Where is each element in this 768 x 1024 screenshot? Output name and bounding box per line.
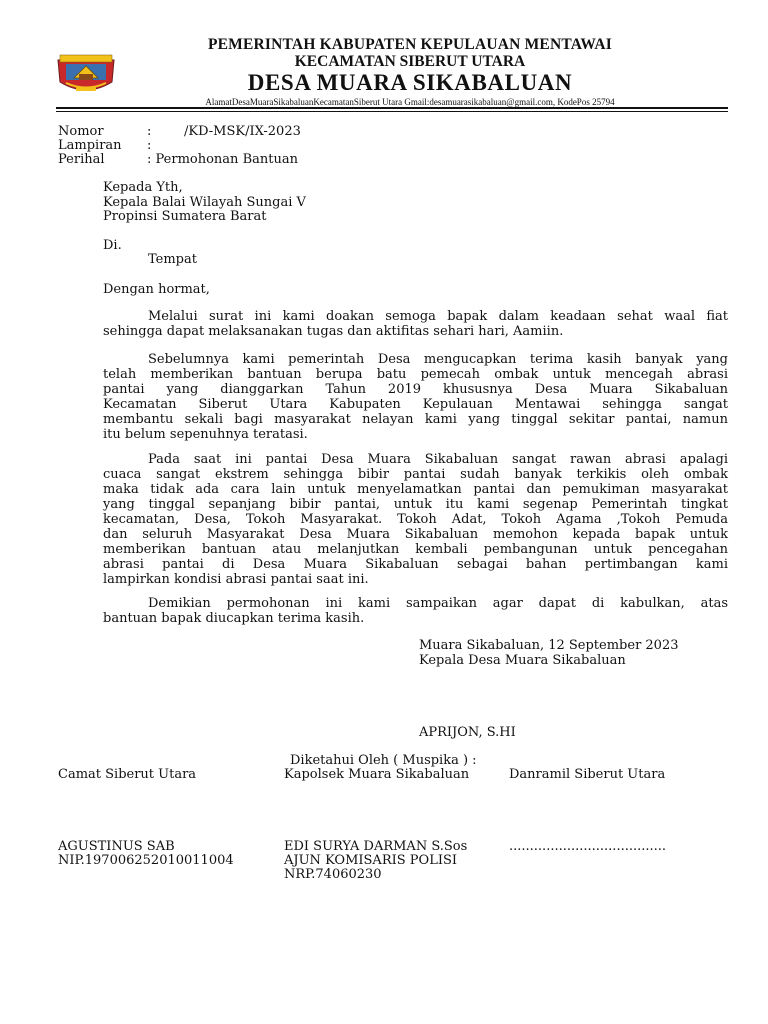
danramil-name-blank: ...................................... bbox=[509, 839, 667, 854]
paragraph-line: sehingga dapat melaksanakan tugas dan aktifitas sehari hari, Aamiin. bbox=[103, 324, 564, 339]
paragraph-line: Pada saat ini pantai Desa Muara Sikabaluan sangat rawan abrasi apalagi bbox=[148, 452, 728, 467]
kapolsek-title: Kapolsek Muara Sikabaluan bbox=[284, 767, 470, 782]
nomor-label: Nomor bbox=[58, 124, 104, 139]
kapolsek-nrp: NRP.74060230 bbox=[284, 867, 382, 882]
greeting: Dengan hormat, bbox=[103, 282, 210, 297]
letterhead-rule-thick bbox=[56, 107, 728, 109]
muspika-heading: Diketahui Oleh ( Muspika ) : bbox=[290, 753, 477, 768]
letterhead-district: KECAMATAN SIBERUT UTARA bbox=[294, 53, 526, 70]
paragraph-line: lampirkan kondisi abrasi pantai saat ini. bbox=[103, 572, 369, 587]
paragraph-line: dan seluruh Masyarakat Desa Muara Sikabaluan memohon kepada bapak untuk bbox=[103, 527, 728, 542]
nomor-value: /KD-MSK/IX-2023 bbox=[184, 124, 301, 139]
perihal-label: Perihal bbox=[58, 152, 105, 167]
camat-title: Camat Siberut Utara bbox=[58, 767, 197, 782]
recipient-office: Kepala Balai Wilayah Sungai V bbox=[103, 195, 306, 210]
recipient-province: Propinsi Sumatera Barat bbox=[103, 209, 267, 224]
letterhead-address: AlamatDesaMuaraSikabaluanKecamatanSiberut Utara Gmail:desamuarasikabaluan@gmail.com, KodePos 25794 bbox=[205, 97, 615, 107]
signature-position: Kepala Desa Muara Sikabaluan bbox=[419, 653, 626, 668]
paragraph-line: bantuan bapak diucapkan terima kasih. bbox=[103, 611, 365, 626]
danramil-title: Danramil Siberut Utara bbox=[509, 767, 666, 782]
paragraph-line: memberikan bantuan atau melanjutkan kembali pembangunan untuk pencegahan bbox=[103, 542, 728, 557]
paragraph-line: Melalui surat ini kami doakan semoga bapak dalam keadaan sehat waal fiat bbox=[148, 309, 728, 324]
camat-nip: NIP.197006252010011004 bbox=[58, 853, 234, 868]
recipient-di: Di. bbox=[103, 238, 122, 253]
paragraph-line: membantu sekali bagi masyarakat nelayan kami yang tinggal sekitar pantai, namun bbox=[103, 412, 728, 427]
paragraph-line: maka tidak ada cara lain untuk menyelamatkan pantai dan pemukiman masyarakat bbox=[103, 482, 728, 497]
paragraph-line: Sebelumnya kami pemerintah Desa mengucapkan terima kasih banyak yang bbox=[148, 352, 728, 367]
paragraph-line: pantai yang dianggarkan Tahun 2019 khususnya Desa Muara Sikabaluan bbox=[103, 382, 728, 397]
lampiran-label: Lampiran bbox=[58, 138, 122, 153]
paragraph-line: yang tinggal sepanjang bibir pantai, untuk itu kami segenap Pemerintah tingkat bbox=[103, 497, 728, 512]
regency-emblem-icon bbox=[54, 52, 118, 96]
paragraph-1 bbox=[103, 309, 728, 339]
paragraph-3 bbox=[103, 452, 728, 587]
paragraph-line: itu belum sepenuhnya teratasi. bbox=[103, 427, 308, 442]
lampiran-separator: : bbox=[147, 138, 152, 153]
letterhead-rule-thin bbox=[56, 111, 728, 112]
paragraph-4 bbox=[103, 596, 728, 626]
nomor-separator: : bbox=[147, 124, 152, 139]
paragraph-line: abrasi pantai di Desa Muara Sikabaluan sebagai bahan pertimbangan kami bbox=[103, 557, 728, 572]
camat-name: AGUSTINUS SAB bbox=[58, 839, 175, 854]
signature-place-date: Muara Sikabaluan, 12 September 2023 bbox=[419, 638, 679, 653]
signature-name: APRIJON, S.HI bbox=[419, 725, 516, 740]
perihal-value: : Permohonan Bantuan bbox=[147, 152, 298, 167]
paragraph-2 bbox=[103, 352, 728, 442]
paragraph-line: cuaca sangat ekstrem sehingga bibir pantai sudah banyak terkikis oleh ombak bbox=[103, 467, 728, 482]
paragraph-line: kecamatan, Desa, Tokoh Masyarakat. Tokoh Adat, Tokoh Agama ,Tokoh Pemuda bbox=[103, 512, 728, 527]
recipient-salutation: Kepada Yth, bbox=[103, 180, 183, 195]
paragraph-line: Kecamatan Siberut Utara Kabupaten Kepulauan Mentawai sehingga sangat bbox=[103, 397, 728, 412]
letterhead-village: DESA MUARA SIKABALUAN bbox=[247, 70, 573, 95]
letterhead bbox=[130, 36, 690, 108]
paragraph-line: telah memberikan bantuan berupa batu pemecah ombak untuk mencegah abrasi bbox=[103, 367, 728, 382]
kapolsek-rank: AJUN KOMISARIS POLISI bbox=[284, 853, 457, 868]
paragraph-line: Demikian permohonan ini kami sampaikan agar dapat di kabulkan, atas bbox=[148, 596, 728, 611]
recipient-tempat: Tempat bbox=[148, 252, 197, 267]
letterhead-regency: PEMERINTAH KABUPATEN KEPULAUAN MENTAWAI bbox=[207, 36, 613, 53]
kapolsek-name: EDI SURYA DARMAN S.Sos bbox=[284, 839, 468, 854]
